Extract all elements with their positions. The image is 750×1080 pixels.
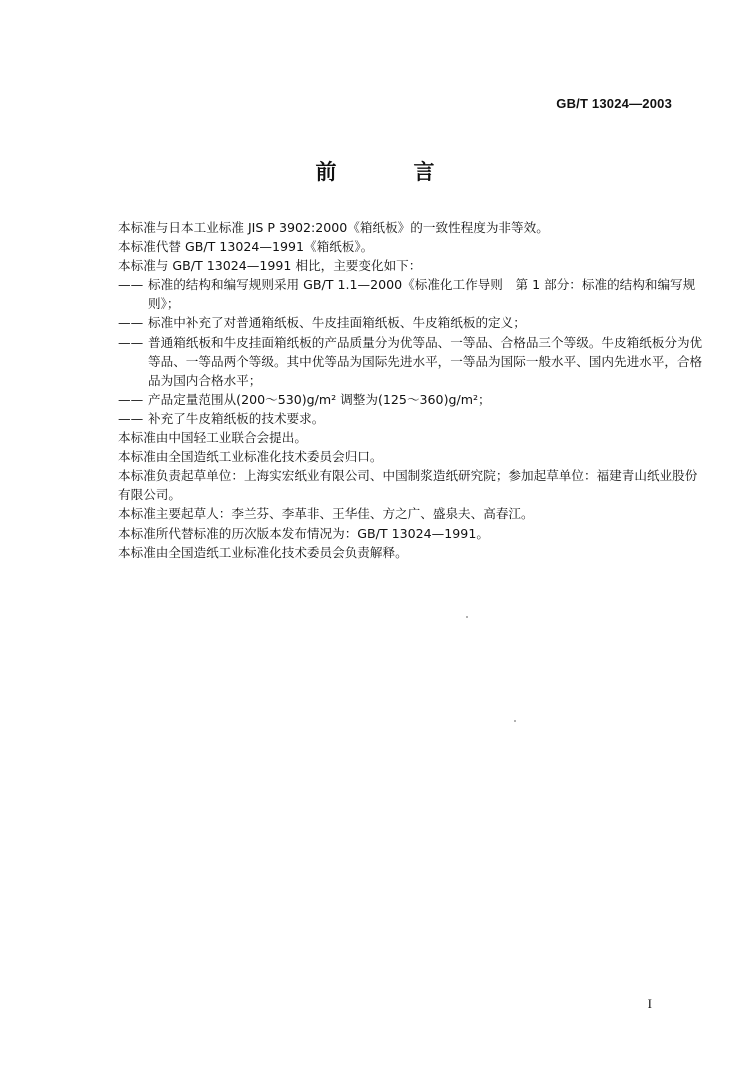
dash-list-item	[118, 313, 708, 332]
paragraph: 本标准与 GB/T 13024—1991 相比，主要变化如下：	[118, 258, 422, 274]
dash-item-text: 标准的结构和编写规则采用 GB/T 1.1—2000《标准化工作导则 第 1 部分：标准的结构和编写规则》；	[148, 277, 696, 312]
page-title: 前 言	[315, 160, 463, 184]
dash-mark: ——	[118, 391, 144, 407]
paragraph: 本标准代替 GB/T 13024—1991《箱纸板》。	[118, 239, 374, 255]
paragraph: 本标准主要起草人：李兰芬、李革非、王华佳、方之广、盛泉夫、高春江。	[118, 506, 534, 522]
paragraph: 本标准与日本工业标准 JIS P 3902:2000《箱纸板》的一致性程度为非等效。	[118, 220, 549, 235]
dash-list-item	[118, 409, 708, 428]
dash-mark: ——	[118, 277, 144, 293]
paragraph: 本标准由全国造纸工业标准化技术委员会负责解释。	[118, 544, 408, 560]
scan-speck	[466, 616, 468, 618]
page-number: I	[647, 996, 652, 1011]
foreword-body	[118, 218, 708, 562]
dash-item-text: 产品定量范围从(200～530)g/m² 调整为(125～360)g/m²；	[148, 391, 491, 407]
dash-mark: ——	[118, 334, 144, 350]
dash-item-text: 普通箱纸板和牛皮挂面箱纸板的产品质量分为优等品、一等品、合格品三个等级。牛皮箱纸板分为优等品、一等品两个等级。其中优等品为国际先进水平，一等品为国际一般水平、国内先进水平，合格品为国内合格水平；	[148, 334, 703, 388]
dash-list-item	[118, 275, 708, 313]
dash-list-item	[118, 390, 708, 409]
paragraph: 本标准由全国造纸工业标准化技术委员会归口。	[118, 449, 383, 465]
paragraph: 本标准所代替标准的历次版本发布情况为：GB/T 13024—1991。	[118, 525, 489, 541]
paragraph: 本标准负责起草单位：上海实宏纸业有限公司、中国制浆造纸研究院；参加起草单位：福建青山纸业股份有限公司。	[118, 468, 698, 503]
paragraph: 本标准由中国轻工业联合会提出。	[118, 430, 307, 446]
dash-mark: ——	[118, 410, 144, 426]
dash-list-item	[118, 333, 708, 390]
standard-code: GB/T 13024—2003	[556, 96, 672, 111]
dash-mark: ——	[118, 315, 144, 331]
scan-speck	[514, 720, 516, 722]
dash-item-text: 补充了牛皮箱纸板的技术要求。	[148, 410, 325, 426]
dash-item-text: 标准中补充了对普通箱纸板、牛皮挂面箱纸板、牛皮箱纸板的定义；	[148, 315, 526, 331]
